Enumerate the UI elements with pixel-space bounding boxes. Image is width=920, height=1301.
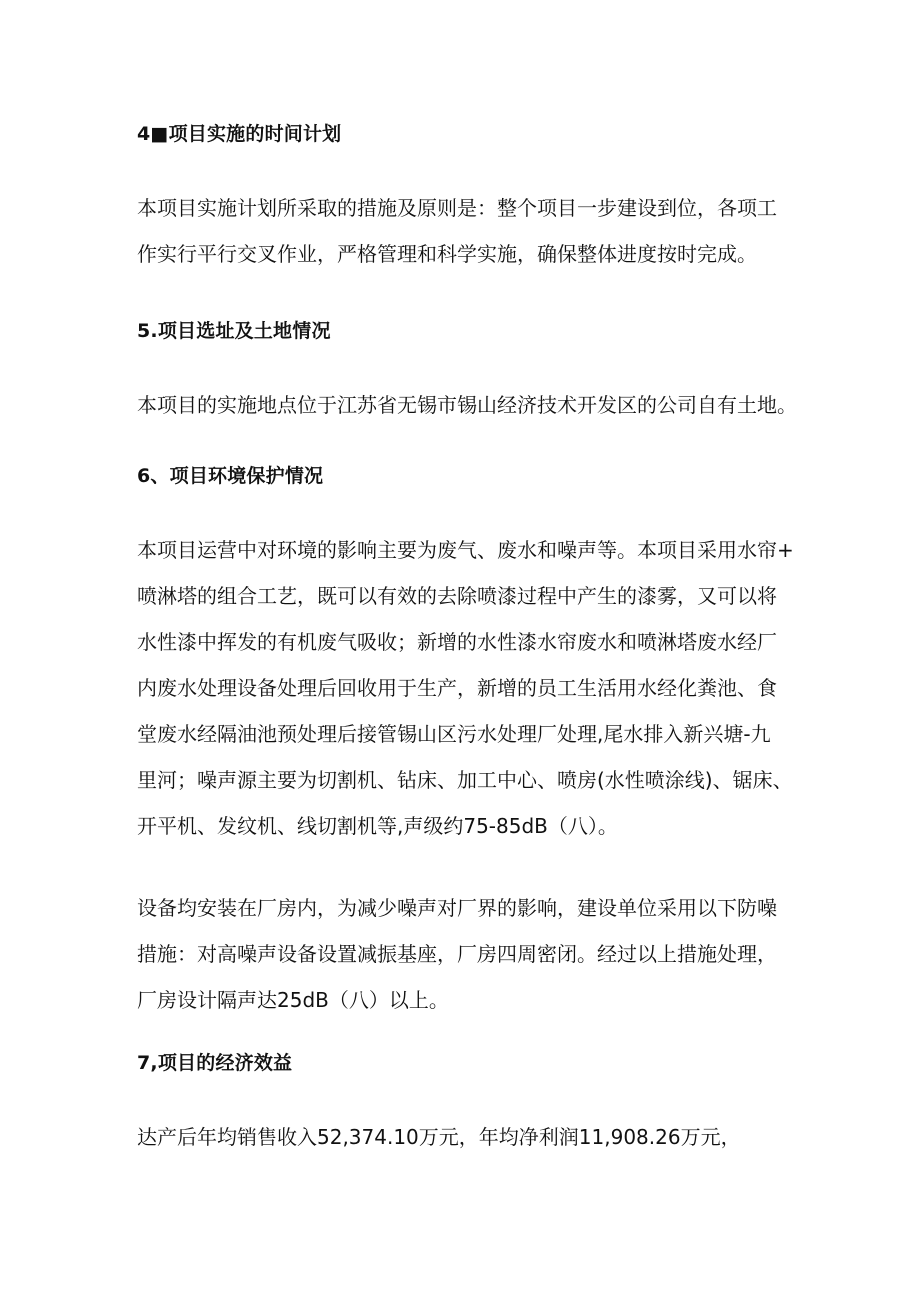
text-line: 作实行平行交叉作业，严格管理和科学实施，确保整体进度按时完成。 <box>137 242 757 266</box>
section-7-paragraph-1 <box>137 1114 797 1160</box>
text-line: 达产后年均销售收入52,374.10万元，年均净利润11,908.26万元， <box>137 1125 741 1149</box>
section-4-paragraph-1 <box>137 185 797 277</box>
section-6-heading: 6、项目环境保护情况 <box>137 465 324 487</box>
text-line: 喷淋塔的组合工艺，既可以有效的去除喷漆过程中产生的漆雾，又可以将 <box>137 584 777 608</box>
text-line: 内废水处理设备处理后回收用于生产，新增的员工生活用水经化粪池、食 <box>137 676 777 700</box>
text-line: 设备均安装在厂房内，为减少噪声对厂界的影响，建设单位采用以下防噪 <box>137 896 777 920</box>
text-line: 堂废水经隔油池预处理后接管锡山区污水处理厂处理,尾水排入新兴塘-九 <box>137 722 771 746</box>
section-4-heading: 4■项目实施的时间计划 <box>137 123 342 145</box>
section-7-heading: 7,项目的经济效益 <box>137 1052 293 1074</box>
text-line: 厂房设计隔声达25dB（八）以上。 <box>137 988 449 1012</box>
section-5-heading: 5.项目选址及土地情况 <box>137 320 331 342</box>
text-line: 水性漆中挥发的有机废气吸收；新增的水性漆水帘废水和喷淋塔废水经厂 <box>137 630 777 654</box>
text-line: 本项目的实施地点位于江苏省无锡市锡山经济技术开发区的公司自有土地。 <box>137 393 797 417</box>
text-line: 本项目运营中对环境的影响主要为废气、废水和噪声等。本项目采用水帘+ <box>137 538 794 562</box>
section-6-paragraph-1 <box>137 527 797 849</box>
section-5-paragraph-1 <box>137 382 797 428</box>
text-line: 开平机、发纹机、线切割机等,声级约75-85dB（八）。 <box>137 814 618 838</box>
text-line: 措施：对高噪声设备设置减振基座，厂房四周密闭。经过以上措施处理， <box>137 942 777 966</box>
text-line: 本项目实施计划所采取的措施及原则是：整个项目一步建设到位，各项工 <box>137 196 777 220</box>
section-6-paragraph-2 <box>137 885 797 1023</box>
text-line: 里河；噪声源主要为切割机、钻床、加工中心、喷房(水性喷涂线)、锯床、 <box>137 768 793 792</box>
